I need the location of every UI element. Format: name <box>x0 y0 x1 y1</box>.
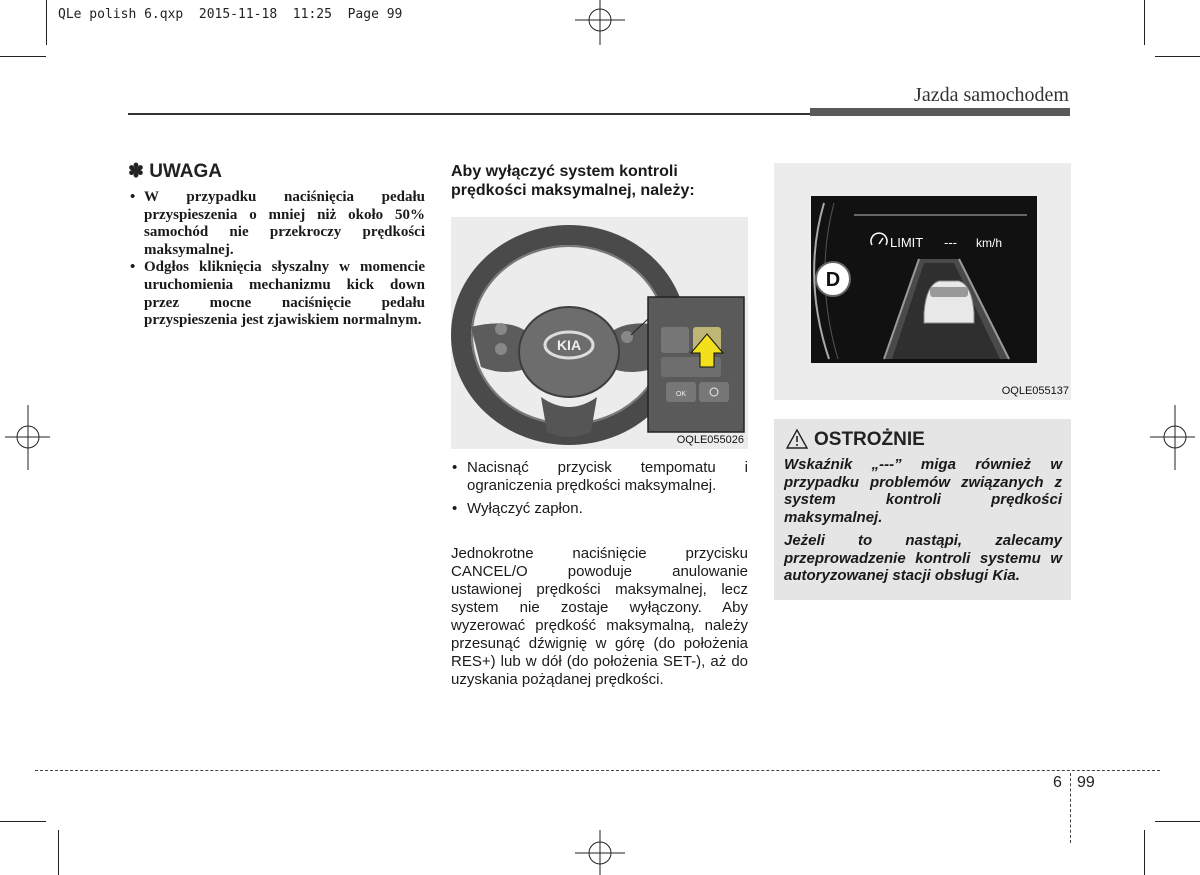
footer-dashed-rule <box>35 770 1160 771</box>
crop-mark <box>46 0 47 45</box>
caution-box <box>774 419 1071 600</box>
print-header: QLe polish 6.qxp 2015-11-18 11:25 Page 99 <box>58 7 403 22</box>
crop-mark <box>0 56 46 57</box>
steering-wheel-figure <box>451 217 748 449</box>
registration-mark-left <box>0 400 50 475</box>
gear-indicator: D <box>825 269 841 291</box>
uwaga-title: ✽ UWAGA <box>128 161 223 182</box>
caution-text <box>784 456 1062 591</box>
limit-value: --- <box>944 235 957 250</box>
caution-paragraph: Wskaźnik „---” miga również w przypadku problemów związanych z system kontroli prędkości maksymalnej. <box>784 456 1062 526</box>
caution-title: OSTROŻNIE <box>814 429 925 450</box>
figure-code: OQLE055137 <box>1001 385 1069 397</box>
section-title: Jazda samochodem <box>914 84 1069 106</box>
uwaga-note <box>128 160 425 330</box>
figure-code: OQLE055026 <box>676 434 744 446</box>
registration-mark-top <box>565 0 635 50</box>
chapter-number: 6 <box>1053 774 1062 791</box>
crop-mark <box>1144 830 1145 875</box>
procedure-step: • Wyłączyć zapłon. <box>451 500 748 518</box>
footer-dashed-divider <box>1070 773 1071 843</box>
limit-label: LIMIT <box>890 235 924 250</box>
steering-wheel-illustration <box>451 217 748 449</box>
crop-mark <box>58 830 59 875</box>
limit-unit: km/h <box>976 236 1003 250</box>
uwaga-item: • Odgłos kliknięcia słyszalny w momencie uruchomienia mechanizmu kick down przez mocne naciśnięcie pedału przyspieszenia jest zjawiskiem normalnym. <box>128 259 425 329</box>
warning-triangle-icon <box>786 429 808 449</box>
uwaga-list <box>128 189 425 330</box>
crop-mark <box>1144 0 1145 45</box>
crop-mark <box>1155 821 1200 822</box>
registration-mark-right <box>1150 400 1200 475</box>
crop-mark <box>0 821 46 822</box>
page-number: 99 <box>1077 774 1095 791</box>
header-rule <box>128 113 810 115</box>
uwaga-item: • W przypadku naciśnięcia pedału przyspieszenia o mniej niż około 50% samochód nie przekroczy prędkości maksymalnej. <box>128 189 425 259</box>
cancel-paragraph: Jednokrotne naciśnięcie przycisku CANCEL/O powoduje anulowanie ustawionej prędkości maksymalnej, lecz system nie zostaje wyłączony. Aby wyzerować prędkość maksymalną, należy przesunąć dźwignię w górę (do położenia RES+) lub w dół (do położenia SET-), aż do uzyskania pożądanej prędkości. <box>451 545 748 688</box>
procedure-step: • Nacisnąć przycisk tempomatu i ograniczenia prędkości maksymalnej. <box>451 459 748 495</box>
header-tab <box>810 108 1070 116</box>
registration-mark-bottom <box>565 825 635 875</box>
crop-mark <box>1155 56 1200 57</box>
procedure-steps <box>451 459 748 523</box>
cluster-display-illustration <box>774 163 1071 400</box>
caution-paragraph: Jeżeli to nastąpi, zalecamy przeprowadzenie kontroli systemu w autoryzowanej stacji obsługi Kia. <box>784 532 1062 584</box>
cluster-display-figure <box>774 163 1071 400</box>
procedure-heading: Aby wyłączyć system kontroli prędkości maksymalnej, należy: <box>451 163 695 199</box>
ok-button-label: OK <box>675 391 687 398</box>
kia-logo: KIA <box>556 337 582 353</box>
